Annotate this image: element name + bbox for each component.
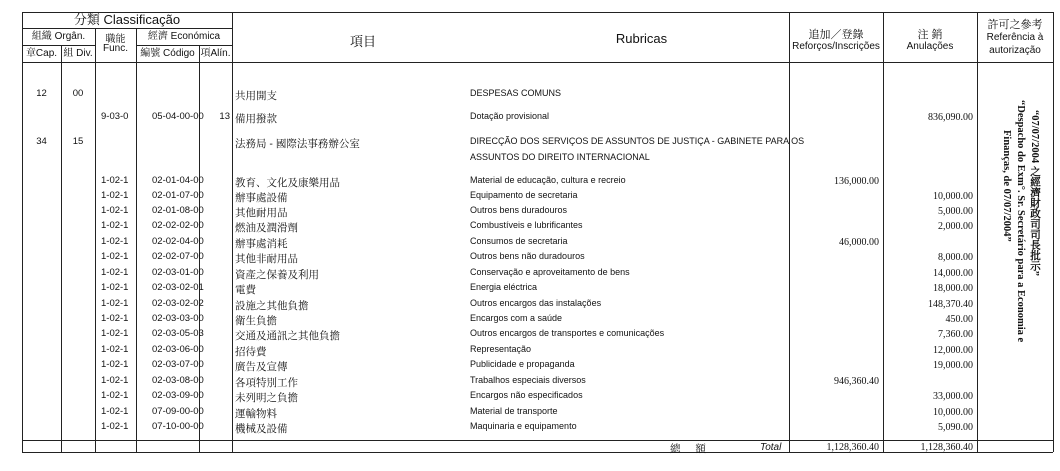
cell-func: 1-02-1 [101, 421, 129, 432]
cell-rubrica: Conservação e aproveitamento de bens [470, 267, 630, 277]
cell-rubrica: Outros encargos das instalações [470, 298, 602, 308]
cell-rubrica: Encargos com a saúde [470, 313, 563, 323]
cell-code: 02-03-08-00 [152, 375, 204, 386]
cell-anulacao: 33,000.00 [933, 391, 973, 402]
cell-projecto: 備用撥款 [235, 113, 277, 125]
cell-anulacao: 14,000.00 [933, 268, 973, 279]
header-alin: 項Alín. [200, 48, 231, 59]
cell-projecto: 辦事處消耗 [235, 238, 288, 250]
total-label-pt: Total [760, 442, 782, 453]
cell-rubrica: Maquinaria e equipamento [470, 421, 577, 431]
cell-cap: 34 [36, 136, 47, 147]
cell-rubrica: Encargos não especificados [470, 390, 583, 400]
cell-anulacao: 5,090.00 [938, 422, 973, 433]
cell-func: 1-02-1 [101, 267, 129, 278]
header-reforcos-zh: 追加／登錄 [808, 29, 864, 41]
cell-rubrica: DESPESAS COMUNS [470, 88, 562, 98]
grid-line-func [136, 28, 137, 452]
reference-line-pt-2: Finanças, de 07/07/2004” [1001, 130, 1012, 242]
cell-projecto: 電費 [235, 284, 256, 296]
cell-anulacao: 5,000.00 [938, 206, 973, 217]
cell-code: 02-03-01-00 [152, 267, 204, 278]
cell-code: 02-03-07-00 [152, 359, 204, 370]
header-economica: 經濟 Económica [147, 31, 221, 42]
header-anulacoes-pt: Anulações [906, 41, 954, 52]
cell-func: 1-02-1 [101, 313, 129, 324]
cell-func: 1-02-1 [101, 406, 129, 417]
header-projecto: 項目 [349, 34, 376, 49]
cell-anulacao: 836,090.00 [928, 112, 973, 123]
cell-func: 1-02-1 [101, 251, 129, 262]
header-referencia-pt [977, 31, 1053, 57]
header-func-zh: 職能 [105, 34, 126, 45]
cell-anulacao: 10,000.00 [933, 191, 973, 202]
cell-func: 1-02-1 [101, 390, 129, 401]
cell-code: 02-01-08-00 [152, 205, 204, 216]
cell-rubrica: Equipamento de secretaria [470, 190, 578, 200]
grid-line-cap [61, 45, 62, 452]
cell-anulacao: 12,000.00 [933, 345, 973, 356]
cell-rubrica: DIRECÇÃO DOS SERVIÇOS DE ASSUNTOS DE JUSTIÇA - GABINETE PARA OS [470, 136, 805, 146]
cell-func: 1-02-1 [101, 190, 129, 201]
cell-code: 02-02-04-00 [152, 236, 204, 247]
grid-line-alin [232, 12, 233, 452]
cell-rubrica: Outros encargos de transportes e comunicações [470, 328, 665, 338]
cell-code: 07-09-00-00 [152, 406, 204, 417]
cell-rubrica: Outros bens não duradouros [470, 251, 585, 261]
header-codigo: 編號 Código [140, 48, 195, 59]
cell-projecto: 其他耐用品 [235, 207, 288, 219]
cell-projecto: 未列明之負擔 [235, 392, 298, 404]
cell-code: 02-03-03-00 [152, 313, 204, 324]
authorization-reference [978, 90, 1058, 450]
cell-func: 1-02-1 [101, 205, 129, 216]
cell-projecto: 招待費 [235, 346, 267, 358]
cell-projecto: 其他非耐用品 [235, 253, 298, 265]
cell-anulacao: 18,000.00 [933, 283, 973, 294]
grid-line-total-top [22, 440, 1053, 441]
cell-rubrica: Representação [470, 344, 532, 354]
cell-projecto: 教育、文化及康樂用品 [235, 177, 340, 189]
cell-func: 1-02-1 [101, 298, 129, 309]
cell-rubrica: Trabalhos especiais diversos [470, 375, 586, 385]
cell-div: 15 [72, 136, 84, 147]
grid-line-header-bottom [22, 62, 1053, 63]
cell-rubrica: Combustíveis e lubrificantes [470, 220, 583, 230]
cell-func: 1-02-1 [101, 328, 129, 339]
header-div: 組 Div. [63, 48, 93, 59]
cell-func: 9-03-0 [101, 111, 129, 122]
cell-projecto: 燃油及潤滑劑 [235, 222, 298, 234]
cell-func: 1-02-1 [101, 282, 129, 293]
cell-code: 02-01-07-00 [152, 190, 204, 201]
header-cap: 章Cap. [25, 48, 58, 59]
reference-line-pt-1: “Despacho do Exm°. Sr. Secretário para a Economia e [1015, 100, 1026, 343]
cell-projecto: 衛生負擔 [235, 315, 277, 327]
cell-projecto: 機械及設備 [235, 423, 288, 435]
cell-code: 02-03-09-00 [152, 390, 204, 401]
cell-rubrica: Energia eléctrica [470, 282, 538, 292]
cell-code: 05-04-00-00 [152, 111, 204, 122]
header-rubricas: Rubricas [615, 31, 668, 46]
cell-code: 02-01-04-00 [152, 175, 204, 186]
cell-anulacao: 450.00 [945, 314, 973, 325]
cell-projecto: 共用開支 [235, 90, 277, 102]
cell-reforco: 946,360.40 [834, 376, 879, 387]
cell-projecto: 交通及通訊之其他負擔 [235, 330, 340, 342]
grid-line-left [22, 12, 23, 452]
cell-anulacao: 8,000.00 [938, 252, 973, 263]
cell-func: 1-02-1 [101, 359, 129, 370]
cell-anulacao: 7,360.00 [938, 329, 973, 340]
cell-code: 02-03-06-00 [152, 344, 204, 355]
header-func-pt: Func. [102, 43, 128, 54]
header-reforcos-pt: Reforços/Inscrições [792, 41, 880, 52]
cell-rubrica: Publicidade e propaganda [470, 359, 575, 369]
cell-code: 02-02-07-00 [152, 251, 204, 262]
cell-projecto: 廣告及宣傳 [235, 361, 288, 373]
cell-code: 02-03-02-01 [152, 282, 204, 293]
cell-projecto: 設施之其他負擔 [235, 300, 309, 312]
cell-code: 02-02-02-00 [152, 220, 204, 231]
cell-div: 00 [72, 88, 84, 99]
header-organica: 組織 Orgân. [31, 31, 86, 42]
cell-rubrica-continued: ASSUNTOS DO DIREITO INTERNACIONAL [470, 152, 650, 162]
cell-func: 1-02-1 [101, 220, 129, 231]
header-anulacoes-zh: 注 銷 [917, 29, 943, 41]
header-classificacao: 分類 Classificação [73, 12, 181, 27]
cell-anulacao: 10,000.00 [933, 407, 973, 418]
cell-rubrica: Material de transporte [470, 406, 558, 416]
cell-func: 1-02-1 [101, 175, 129, 186]
reference-line-zh: “07/07/2004 之經濟財政司司長批示” [1029, 110, 1040, 276]
cell-anulacao: 2,000.00 [938, 221, 973, 232]
cell-func: 1-02-1 [101, 375, 129, 386]
total-reforco: 1,128,360.40 [826, 442, 879, 453]
cell-anulacao: 19,000.00 [933, 360, 973, 371]
total-label-zh: 總 額 [670, 443, 712, 455]
cell-projecto: 運輸物料 [235, 408, 277, 420]
cell-anulacao: 148,370.40 [928, 299, 973, 310]
cell-projecto: 各項特別工作 [235, 377, 298, 389]
cell-rubrica: Material de educação, cultura e recreio [470, 175, 626, 185]
cell-rubrica: Outros bens duradouros [470, 205, 568, 215]
grid-line-reforco [883, 12, 884, 452]
header-referencia-pt-text: Referência à autorização [986, 32, 1044, 56]
cell-projecto: 辦事處設備 [235, 192, 288, 204]
cell-func: 1-02-1 [101, 236, 129, 247]
cell-projecto: 法務局 - 國際法事務辦公室 [235, 138, 360, 150]
cell-code: 02-03-05-03 [152, 328, 204, 339]
cell-alin: 13 [219, 111, 230, 122]
cell-func: 1-02-1 [101, 344, 129, 355]
cell-reforco: 136,000.00 [834, 176, 879, 187]
cell-code: 02-03-02-02 [152, 298, 204, 309]
grid-line-div [95, 28, 96, 452]
cell-code: 07-10-00-00 [152, 421, 204, 432]
total-anulacao: 1,128,360.40 [920, 442, 973, 453]
cell-projecto: 資產之保養及利用 [235, 269, 319, 281]
cell-rubrica: Consumos de secretaria [470, 236, 568, 246]
cell-rubrica: Dotação provisional [470, 111, 550, 121]
cell-cap: 12 [36, 88, 47, 99]
header-referencia-zh: 許可之參考 [987, 19, 1043, 31]
cell-reforco: 46,000.00 [839, 237, 879, 248]
